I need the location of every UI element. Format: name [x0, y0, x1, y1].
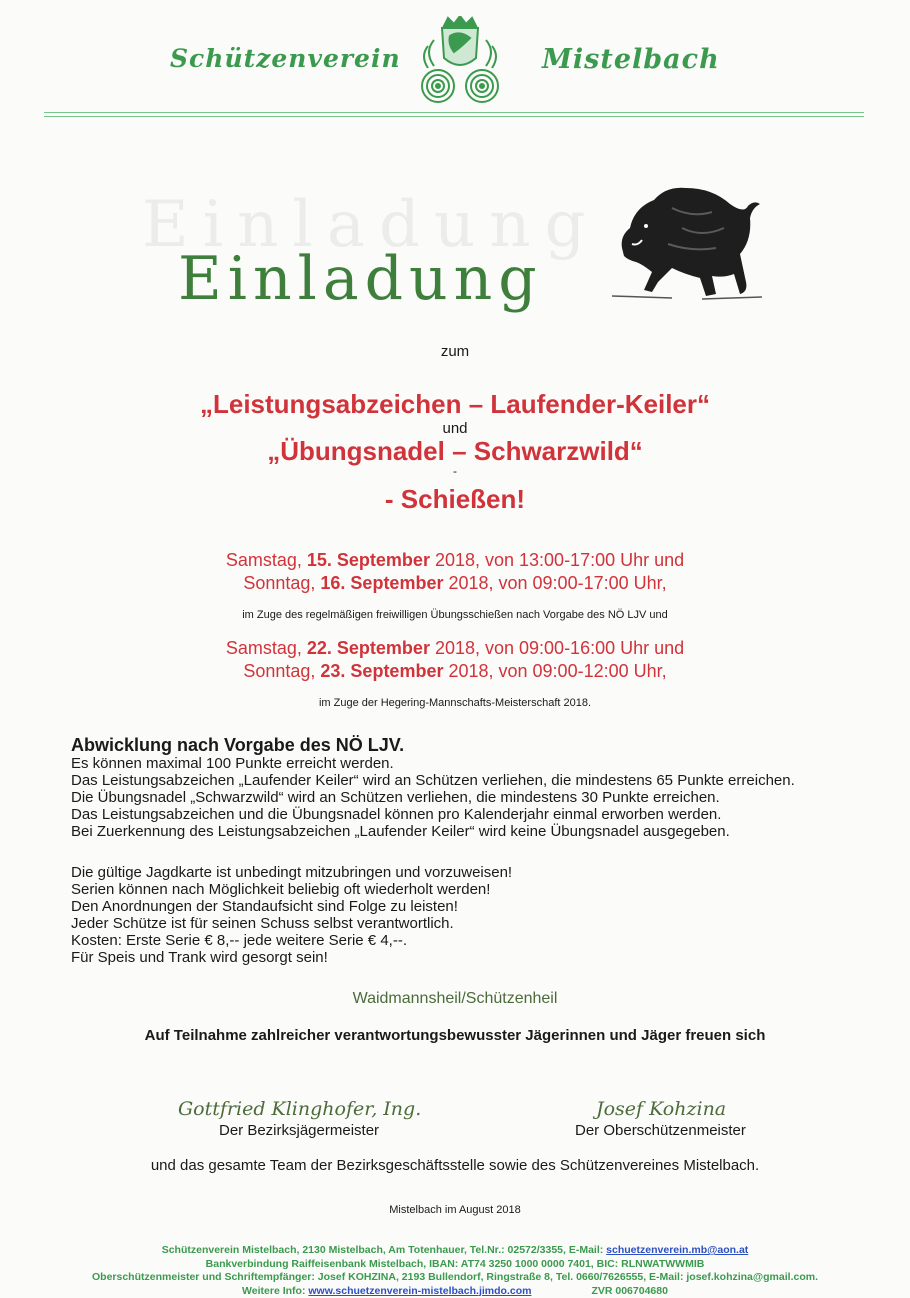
signature-name: Josef Kohzina — [596, 1098, 727, 1120]
rules-list — [71, 755, 795, 840]
closing-line: Auf Teilnahme zahlreicher verantwortungsbewusster Jägerinnen und Jäger freuen sich — [144, 1027, 766, 1044]
rules-line: Kosten: Erste Serie € 8,-- jede weitere Serie € 4,--. — [71, 932, 407, 949]
wild-boar-icon — [612, 178, 762, 302]
event-dash: - — [453, 464, 457, 478]
rules-line: Den Anordnungen der Standaufsicht sind Folge zu leisten! — [71, 898, 458, 915]
place-date: Mistelbach im August 2018 — [389, 1204, 521, 1216]
title-watermark: Einladung — [142, 188, 600, 262]
date-line: Samstag, 15. September 2018, von 13:00-17:00 Uhr und — [225, 550, 685, 570]
club-name-right: Mistelbach — [542, 44, 720, 75]
club-name-left: Schützenverein — [170, 44, 401, 73]
signature-role: Der Bezirksjägermeister — [219, 1122, 380, 1139]
zum-text: zum — [440, 343, 470, 360]
event-line-2: „Übungsnadel – Schwarzwild“ — [267, 436, 643, 466]
page-title: Einladung — [178, 244, 543, 314]
date-line: Sonntag, 23. September 2018, von 09:00-12:00 Uhr, — [243, 661, 667, 681]
header-divider — [44, 112, 864, 113]
rules-line: Die gültige Jagdkarte ist unbedingt mitzubringen und vorzuweisen! — [71, 864, 513, 881]
rules-line: Die Übungsnadel „Schwarzwild“ wird an Schützen verliehen, die mindestens 30 Punkte erreichen. — [71, 789, 720, 806]
rules-line: Für Speis und Trank wird gesorgt sein! — [71, 949, 328, 966]
note-b: im Zuge der Hegering-Mannschafts-Meisterschaft 2018. — [318, 697, 592, 709]
rules-list-2 — [71, 864, 512, 966]
rules-heading: Abwicklung nach Vorgabe des NÖ LJV. — [71, 735, 405, 755]
club-emblem-icon — [414, 16, 506, 106]
header-divider-2 — [44, 116, 864, 117]
signature-role: Der Oberschützenmeister — [575, 1122, 746, 1139]
event-line-1: „Leistungsabzeichen – Laufender-Keiler“ — [199, 389, 710, 419]
event-und: und — [442, 420, 468, 437]
rules-line: Serien können nach Möglichkeit beliebig oft wiederholt werden! — [71, 881, 491, 898]
footer-line-4: Weitere Info: www.schuetzenverein-mistelbach.jimdo.com ZVR 006704680 — [242, 1284, 668, 1297]
signature-name: Gottfried Klinghofer, Ing. — [178, 1098, 422, 1120]
footer-line-2: Bankverbindung Raiffeisenbank Mistelbach, IBAN: AT74 3250 1000 0000 7401, BIC: RLNWATWWMIB — [205, 1257, 705, 1270]
note-a: im Zuge des regelmäßigen freiwilligen Übungsschießen nach Vorgabe des NÖ LJV und — [242, 609, 668, 621]
greeting: Waidmannsheil/Schützenheil — [352, 990, 558, 1007]
event-line-3: - Schießen! — [384, 484, 526, 514]
footer-website-link[interactable]: www.schuetzenverein-mistelbach.jimdo.com — [308, 1284, 532, 1297]
team-line: und das gesamte Team der Bezirksgeschäftsstelle sowie des Schützenvereines Mistelbach. — [150, 1157, 760, 1174]
footer-line-1: Schützenverein Mistelbach, 2130 Mistelbach, Am Totenhauer, Tel.Nr.: 02572/3355, E-Mail: schuetzenverein.mb@aon.at — [161, 1244, 749, 1256]
rules-line: Das Leistungsabzeichen und die Übungsnadel können pro Kalenderjahr einmal erworben werden. — [71, 806, 722, 823]
rules-line: Jeder Schütze ist für seinen Schuss selbst verantwortlich. — [71, 915, 454, 932]
date-line: Sonntag, 16. September 2018, von 09:00-17:00 Uhr, — [243, 573, 667, 593]
rules-line: Das Leistungsabzeichen „Laufender Keiler“ wird an Schützen verliehen, die mindestens 65 Punkte erreichen. — [71, 772, 795, 789]
footer — [0, 1244, 910, 1298]
footer-email-link[interactable]: schuetzenverein.mb@aon.at — [606, 1244, 749, 1256]
footer-line-3: Oberschützenmeister und Schriftempfänger: Josef KOHZINA, 2193 Bullendorf, Ringstraße 8, Tel. 0660/7626555, E-Mail: josef.kohzina@gmail.com. — [92, 1271, 818, 1283]
rules-line: Es können maximal 100 Punkte erreicht werden. — [71, 755, 394, 772]
rules-line: Bei Zuerkennung des Leistungsabzeichen „Laufender Keiler“ wird keine Übungsnadel ausgegeben. — [71, 823, 730, 840]
date-line: Samstag, 22. September 2018, von 09:00-16:00 Uhr und — [225, 638, 685, 658]
